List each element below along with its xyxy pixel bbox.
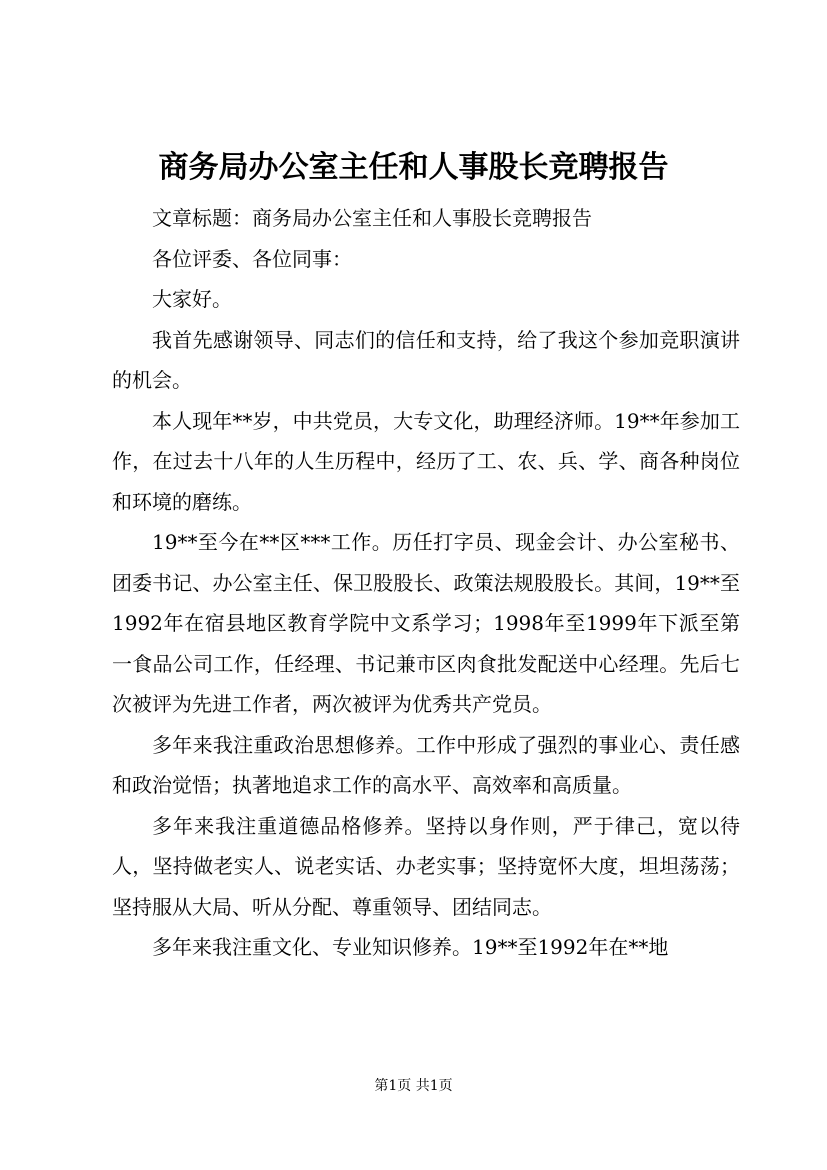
paragraph-work-history: 19**至今在**区***工作。历任打字员、现金会计、办公室秘书、团委书记、办公室主任、保卫股股长、政策法规股股长。其间，19**至1992年在宿县地区教育学院中文系学习；1998年至1999年下派至第一食品公司工作，任经理、书记兼市区肉食批发配送中心经理。先后七次被评为先进工作者，两次被评为优秀共产党员。: [112, 530, 740, 716]
page-footer: 第1页 共1页: [374, 1078, 453, 1094]
paragraph-political-cultivation: 多年来我注重政治思想修养。工作中形成了强烈的事业心、责任感和政治觉悟；执著地追求工作的高水平、高效率和高质量。: [112, 732, 740, 797]
paragraph-self-intro: 本人现年**岁，中共党员，大专文化，助理经济师。19**年参加工作，在过去十八年的人生历程中，经历了工、农、兵、学、商各种岗位和环境的磨练。: [112, 408, 740, 514]
paragraph-moral-cultivation: 多年来我注重道德品格修养。坚持以身作则，严于律己，宽以待人，坚持做老实人、说老实话、办老实事；坚持宽怀大度，坦坦荡荡；坚持服从大局、听从分配、尊重领导、团结同志。: [112, 813, 740, 919]
document-title: 商务局办公室主任和人事股长竞聘报告: [158, 150, 669, 185]
paragraph-article-title: 文章标题：商务局办公室主任和人事股长竞聘报告: [152, 206, 592, 230]
paragraph-thanks: 我首先感谢领导、同志们的信任和支持，给了我这个参加竞职演讲的机会。: [112, 327, 740, 392]
paragraph-knowledge-cultivation: 多年来我注重文化、专业知识修养。19**至1992年在**地: [152, 935, 669, 959]
paragraph-salutation: 各位评委、各位同事：: [152, 246, 352, 271]
paragraph-greeting: 大家好。: [152, 287, 232, 311]
document-body: [112, 198, 740, 968]
